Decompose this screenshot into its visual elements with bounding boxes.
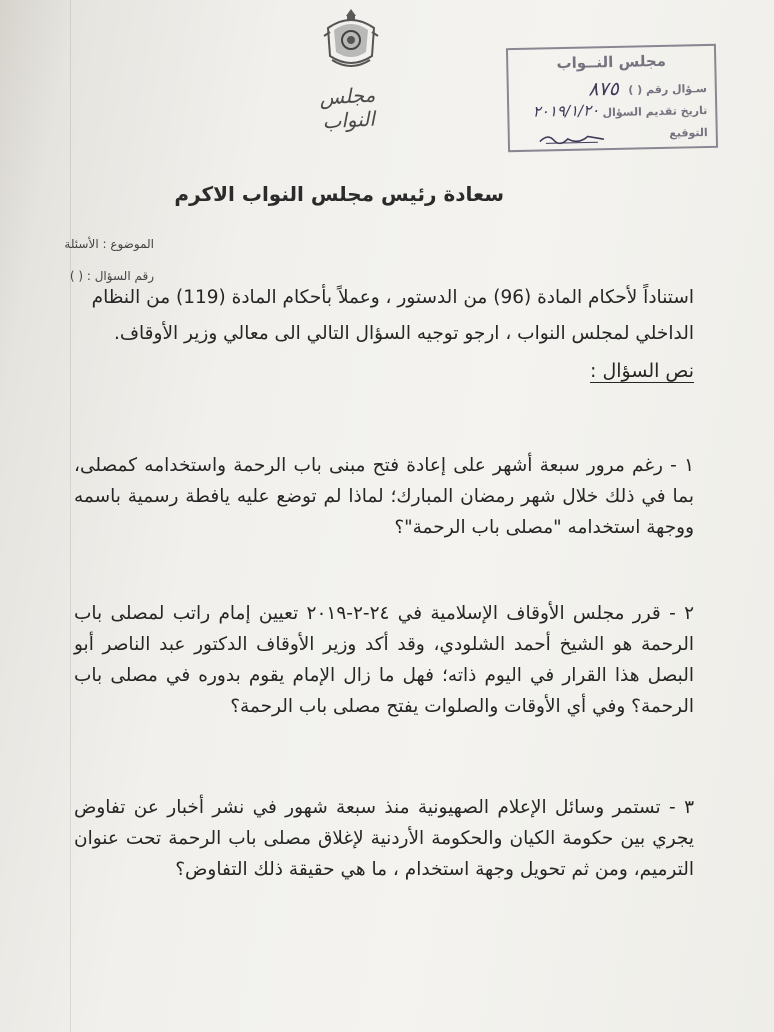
paper-fold-line: [70, 0, 71, 1032]
subject-field: الموضوع : الأسئلة: [64, 237, 154, 251]
stamp-question-number-label: سـؤال رقم ( ): [628, 82, 707, 97]
addressee-heading: سعادة رئيس مجلس النواب الاكرم: [174, 182, 504, 206]
question-item-1: ١ - رغم مرور سبعة أشهر على إعادة فتح مبنى باب الرحمة واستخدامه كمصلى، بما في ذلك خلال شهر رمضان المبارك؛ لماذا لم توضع عليه يافطة رسمية باسمه ووجهة استخدامه "مصلى باب الرحمة"؟: [74, 455, 694, 538]
question-number-field: رقم السؤال : ( ): [69, 269, 154, 283]
stamp-submission-date-label: تاريخ تقديم السؤال: [602, 104, 708, 120]
question-text-heading: نص السؤال :: [590, 360, 694, 382]
letterhead-name: مجلس النواب: [318, 82, 376, 134]
parliament-receipt-stamp: [506, 44, 718, 152]
question-item-2: ٢ - قرر مجلس الأوقاف الإسلامية في ٢٤-٢-٢٠١٩ تعيين إمام راتب لمصلى باب الرحمة هو الشيخ أحمد الشلودي، وقد أكد وزير الأوقاف الدكتور عبد الناصر أبو البصل هذا القرار في اليوم ذاته؛ فهل ما زال الإمام يقوم بدوره في مصلى باب الرحمة؟ وفي أي الأوقات والصلوات يفتح مصلى باب الرحمة؟: [74, 603, 694, 717]
jordan-coat-of-arms-icon: [318, 6, 384, 72]
question-item-3: ٣ - تستمر وسائل الإعلام الصهيونية منذ سبعة شهور في نشر أخبار عن تفاوض يجري بين حكومة الكيان والحكومة الأردنية لإغلاق مصلى باب الرحمة تحت عنوان الترميم، ومن ثم تحويل وجهة استخدام ، ما هي حقيقة ذلك التفاوض؟: [74, 797, 694, 880]
intro-line-2: الداخلي لمجلس النواب ، ارجو توجيه السؤال التالي الى معالي وزير الأوقاف.: [113, 323, 694, 344]
intro-line-1: استناداً لأحكام المادة (96) من الدستور ، وعملاً بأحكام المادة (119) من النظام: [91, 287, 694, 308]
stamp-title: مجلس النــواب: [556, 51, 667, 73]
stamp-submission-date-value: ٢٠١٩/١/٢٠: [532, 101, 600, 121]
stamp-signature-label: التوقيع: [669, 126, 708, 140]
handwritten-signature: [538, 130, 608, 147]
stamp-question-number-value: ٨٧٥: [587, 77, 620, 101]
